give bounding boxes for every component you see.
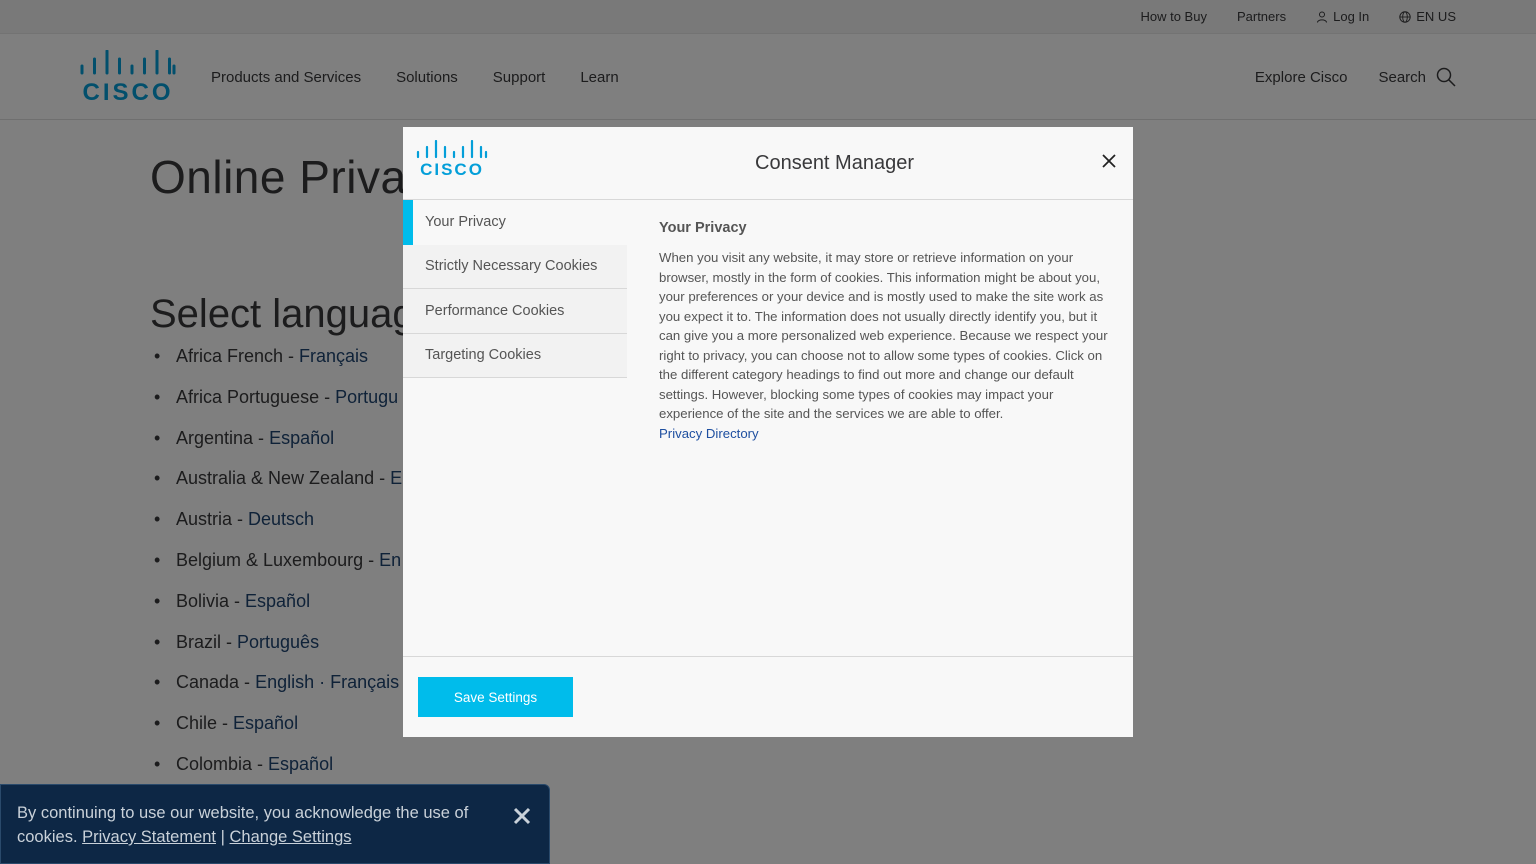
cisco-logo [416,140,488,176]
link-separator: | [220,828,225,846]
svg-text:CISCO: CISCO [420,160,484,176]
consent-manager-modal [403,127,1133,737]
modal-title: Consent Manager [755,152,914,174]
tab-performance-cookies[interactable]: Performance Cookies [403,289,627,334]
cookie-banner [0,784,550,864]
tab-strictly-necessary-cookies[interactable]: Strictly Necessary Cookies [403,245,627,290]
close-icon[interactable] [513,807,531,825]
content-description: When you visit any website, it may store or retrieve information on your browser, mostly in the form of cookies. This information might be about you, your preferences or your device and is mostly used to make the site work as you expect it to. The information does not usually directly identify you, but it can give you a more personalized web experience. Because we respect your right to privacy, you can choose not to allow some types of cookies. Click on the different category headings to find out more and change our default settings. However, blocking some types of cookies may impact your experience of the site and the services we are able to offer. [659,250,1108,421]
consent-content [659,220,1115,443]
tab-your-privacy[interactable]: Your Privacy [403,200,627,245]
tab-targeting-cookies[interactable]: Targeting Cookies [403,334,627,379]
cookie-banner-message: By continuing to use our website, you acknowledge the use of cookies. [17,804,469,846]
change-settings-link[interactable]: Change Settings [229,828,352,846]
privacy-directory-link[interactable]: Privacy Directory [659,425,759,441]
consent-category-tabs [403,200,627,378]
close-icon[interactable] [1099,151,1119,171]
modal-header [403,127,1133,200]
modal-footer [403,656,1133,737]
cookie-banner-text-block [17,801,487,849]
privacy-statement-link[interactable]: Privacy Statement [82,828,217,846]
content-title: Your Privacy [659,220,747,236]
save-settings-button[interactable]: Save Settings [418,677,573,717]
